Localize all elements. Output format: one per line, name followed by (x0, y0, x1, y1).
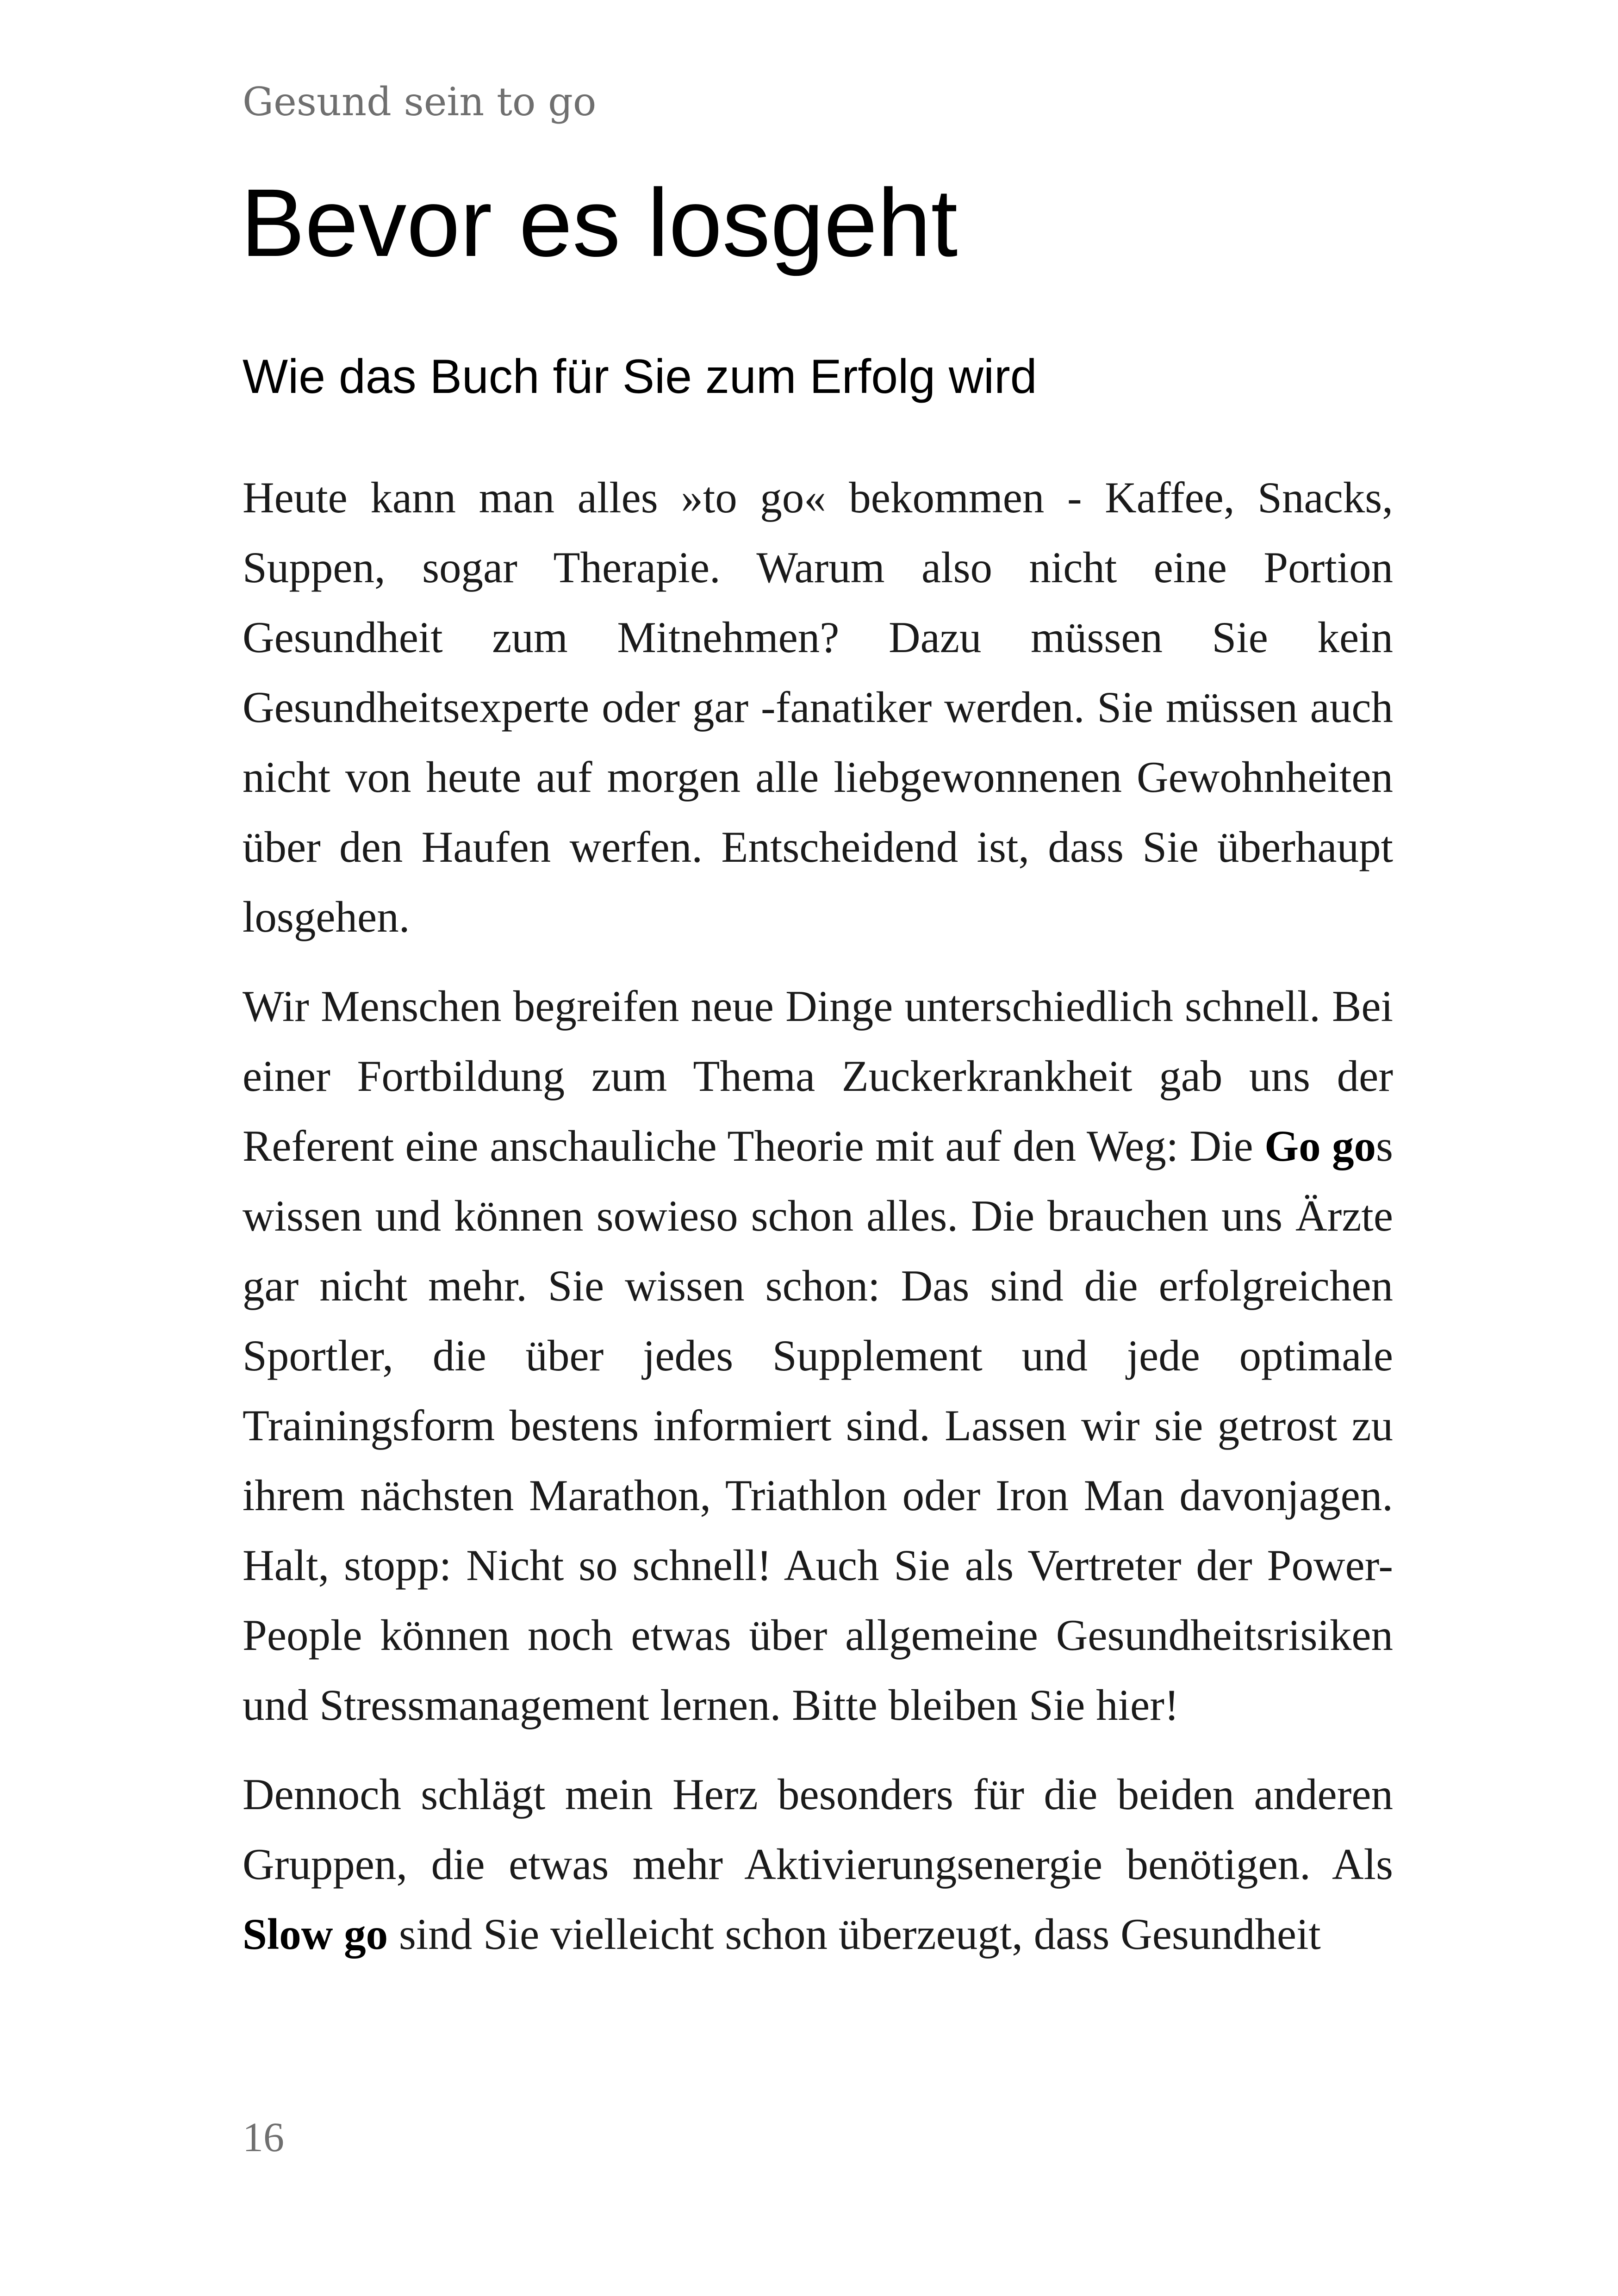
paragraph-3-text-before: Dennoch schlägt mein Herz besonders für die beiden anderen Gruppen, die etwas mehr Aktivierungsenergie benötigen. Als (243, 1770, 1393, 1889)
go-go-term: Go go (1264, 1121, 1376, 1170)
paragraph-1: Heute kann man alles »to go« bekommen - Kaffee, Snacks, Suppen, sogar Therapie. Warum also nicht eine Portion Gesundheit zum Mitnehmen? Dazu müssen Sie kein Gesundheitsexperte oder gar -fanatiker werden. Sie müssen auch nicht von heute auf morgen alle liebgewonnenen Gewohnheiten über den Haufen werfen. Entscheidend ist, dass Sie überhaupt losgehen. (243, 473, 1393, 941)
paragraph-2-text-after: s wissen und können sowieso schon alles. Die brauchen uns Ärzte gar nicht mehr. Sie wissen schon: Das sind die erfolgreichen Sportler, die über jedes Supplement und jede optimale Trainingsform bestens informiert sind. Lassen wir sie getrost zu ihrem nächsten Marathon, Triathlon oder Iron Man davonjagen. Halt, stopp: Nicht so schnell! Auch Sie als Vertreter der Power-People können noch etwas über allgemeine Gesundheitsrisiken und Stressmanagement lernen. Bitte bleiben Sie hier! (243, 1121, 1393, 1730)
chapter-title: Bevor es losgeht (241, 169, 958, 277)
body-text (243, 463, 1393, 1989)
paragraph-3-text-after: sind Sie vielleicht schon überzeugt, dass Gesundheit (388, 1910, 1321, 1959)
paragraph-3 (243, 1760, 1393, 1969)
paragraph-2-text-before: Wir Menschen begreifen neue Dinge unterschiedlich schnell. Bei einer Fortbildung zum Thema Zuckerkrankheit gab uns der Referent eine anschauliche Theorie mit auf den Weg: Die (243, 982, 1393, 1170)
running-head: Gesund sein to go (243, 79, 597, 124)
slow-go-term: Slow go (243, 1910, 388, 1959)
paragraph-2 (243, 971, 1393, 1740)
section-subtitle: Wie das Buch für Sie zum Erfolg wird (243, 350, 1037, 404)
page-number: 16 (243, 2115, 284, 2160)
